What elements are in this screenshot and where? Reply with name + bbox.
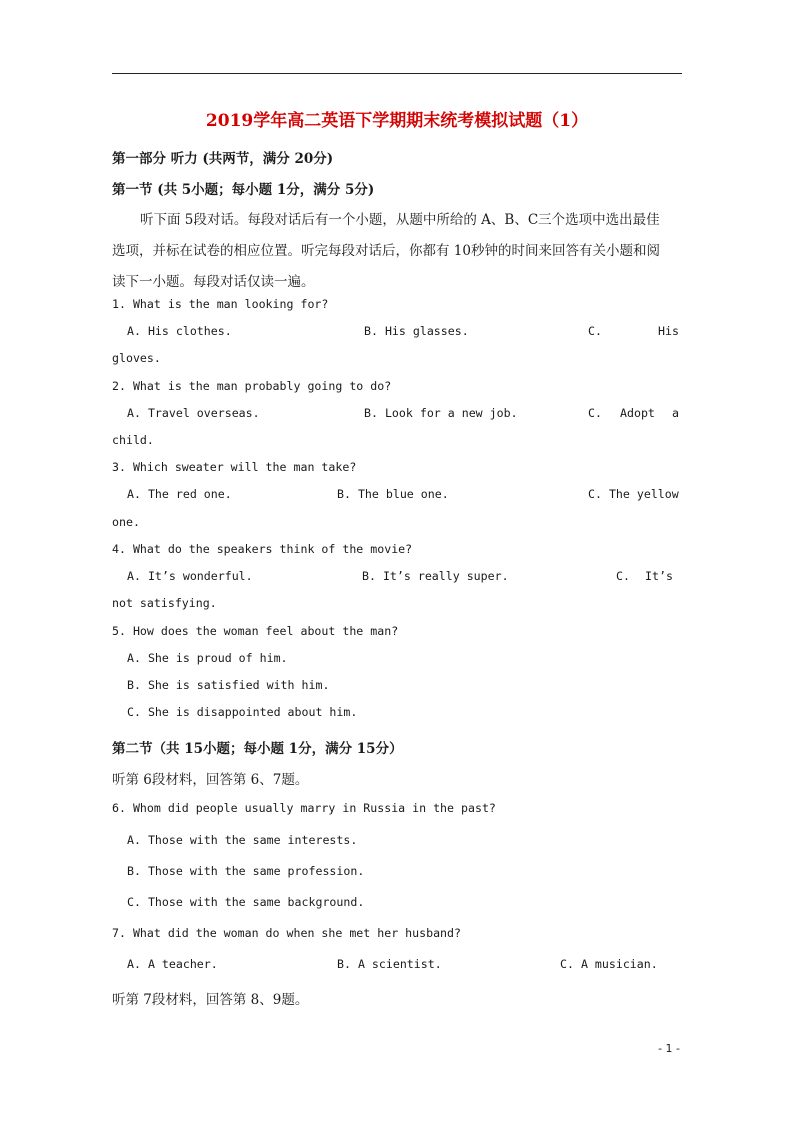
option-c-text: a	[672, 406, 679, 420]
option-b: B. Those with the same profession.	[127, 864, 365, 878]
instruction-line: 选项，并标在试卷的相应位置。听完每段对话后，你都有 10秒钟的时间来回答有关小题和阅	[112, 243, 660, 259]
material-instruction: 听第 7段材料，回答第 8、9题。	[112, 992, 309, 1008]
option-a: A. His clothes.	[127, 324, 232, 338]
option-a: A. Travel overseas.	[127, 406, 260, 420]
option-c-wrap: child.	[112, 433, 154, 447]
option-c-wrap: one.	[112, 515, 140, 529]
option-a: A. She is proud of him.	[127, 651, 288, 665]
option-b: B. A scientist.	[337, 957, 442, 971]
page-title: 2019学年高二英语下学期期末统考模拟试题（1）	[205, 111, 589, 131]
option-c: C. Those with the same background.	[127, 895, 365, 909]
question-stem: 3. Which sweater will the man take?	[112, 460, 357, 474]
question-stem: 6. Whom did people usually marry in Russia in the past?	[112, 801, 496, 815]
instruction-line: 听下面 5段对话。每段对话后有一个小题，从题中所给的 A、B、C三个选项中选出最佳	[140, 212, 660, 228]
option-c-text: Adopt	[620, 406, 655, 420]
section1-heading: 第一节 (共 5小题；每小题 1分，满分 5分)	[112, 182, 375, 198]
option-b: B. The blue one.	[337, 487, 449, 501]
option-c-text: It’s	[645, 569, 673, 583]
instruction-line: 读下一小题。每段对话仅读一遍。	[112, 274, 315, 290]
option-a: A. It’s wonderful.	[127, 569, 253, 583]
page-number: - 1 -	[658, 1042, 680, 1055]
option-a: A. The red one.	[127, 487, 232, 501]
option-c-wrap: gloves.	[112, 351, 161, 365]
option-c: C. A musician.	[560, 957, 658, 971]
question-stem: 4. What do the speakers think of the movie?	[112, 542, 413, 556]
option-a: A. A teacher.	[127, 957, 218, 971]
header-rule	[112, 73, 682, 74]
option-a: A. Those with the same interests.	[127, 833, 358, 847]
option-c: C.	[588, 324, 602, 338]
option-b: B. It’s really super.	[362, 569, 509, 583]
question-stem: 1. What is the man looking for?	[112, 297, 329, 311]
option-c: C. She is disappointed about him.	[127, 705, 358, 719]
question-stem: 2. What is the man probably going to do?	[112, 379, 392, 393]
option-c-wrap: not satisfying.	[112, 596, 217, 610]
question-stem: 5. How does the woman feel about the man?	[112, 624, 399, 638]
option-c: C.	[616, 569, 630, 583]
part1-heading: 第一部分 听力 (共两节，满分 20分)	[112, 151, 334, 167]
question-stem: 7. What did the woman do when she met her husband?	[112, 926, 462, 940]
option-b: B. Look for a new job.	[364, 406, 518, 420]
option-b: B. His glasses.	[364, 324, 469, 338]
option-c: C.	[588, 406, 602, 420]
option-c: C. The yellow	[588, 487, 679, 501]
material-instruction: 听第 6段材料，回答第 6、7题。	[112, 772, 309, 788]
option-c-text: His	[658, 324, 679, 338]
option-b: B. She is satisfied with him.	[127, 678, 330, 692]
section2-heading: 第二节（共 15小题；每小题 1分，满分 15分）	[112, 741, 403, 757]
